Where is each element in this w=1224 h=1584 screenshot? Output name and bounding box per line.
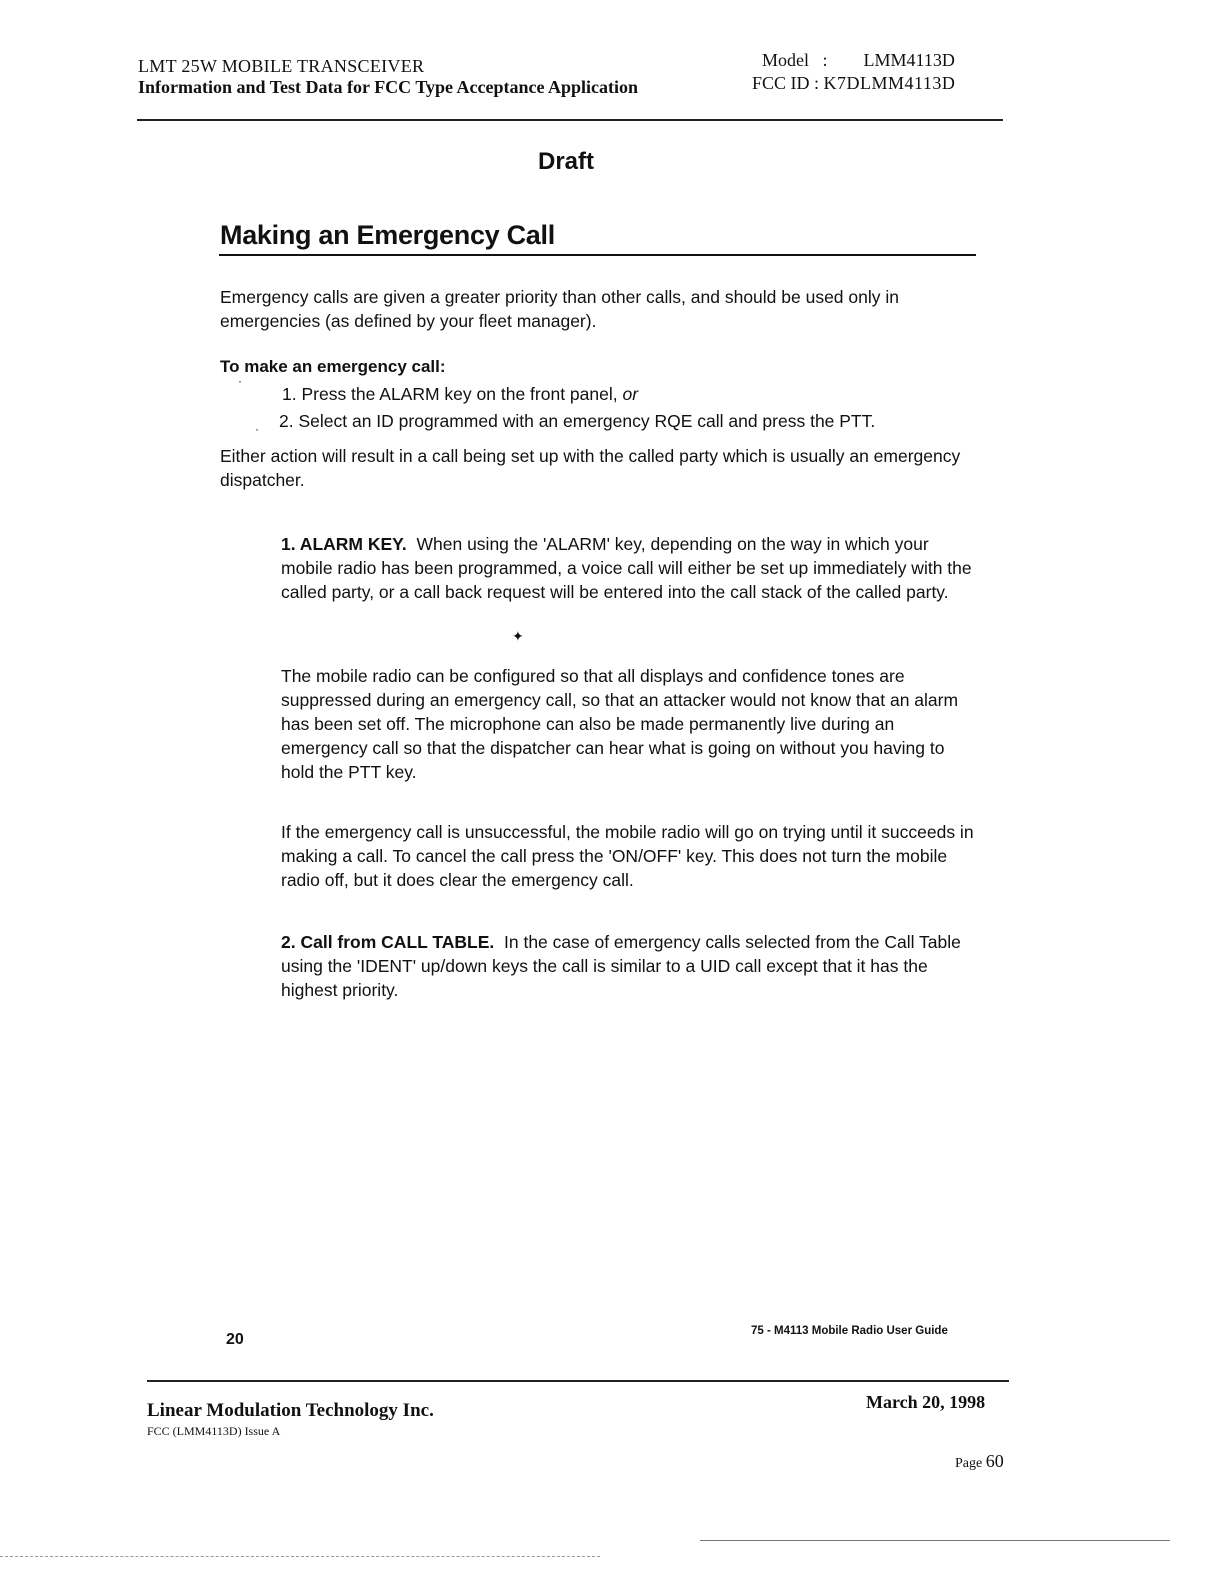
page-indicator (955, 1451, 1004, 1472)
section-title-rule (219, 254, 976, 256)
model-line (762, 50, 955, 71)
alarm-key-paragraph (281, 532, 981, 604)
guide-name: 75 - M4113 Mobile Radio User Guide (751, 1325, 948, 1337)
step-1-text: 1. Press the ALARM key on the front panel, (282, 384, 618, 404)
configuration-paragraph: The mobile radio can be configured so that all displays and confidence tones are suppressed during an emergency call, so that an attacker would not know that an alarm has been set off. The microphone can also be made permanently live during an emergency call so that the dispatcher can hear what is going on without you having to hold the PTT key. (281, 666, 959, 782)
alarm-key-label: 1. ALARM KEY. (281, 534, 407, 554)
call-table-text: In the case of emergency calls selected from the Call Table using the 'IDENT' up/down keys the call is similar to a UID call except that it has the highest priority. (281, 932, 961, 1000)
section-title: Making an Emergency Call (220, 220, 555, 250)
call-table-paragraph (281, 930, 981, 1002)
either-paragraph: Either action will result in a call being set up with the called party which is usually an emergency dispatcher. (220, 446, 961, 490)
page-label: Page (955, 1456, 983, 1471)
fcc-id-separator: : (814, 73, 820, 93)
draft-label: Draft (538, 148, 595, 175)
issue-label: FCC (LMM4113D) Issue A (147, 1424, 281, 1438)
document-header-subtitle: Information and Test Data for FCC Type Acceptance Application (138, 77, 639, 97)
intro-paragraph: Emergency calls are given a greater priority than other calls, and should be used only in emergencies (as defined by your fleet manager). (220, 287, 899, 331)
scan-comma-mark: · (255, 422, 259, 436)
step-1 (282, 382, 638, 406)
step-1-or: or (622, 384, 639, 404)
scan-noise-line (0, 1556, 600, 1557)
company-name: Linear Modulation Technology Inc. (147, 1400, 434, 1421)
page-number: 60 (985, 1451, 1004, 1471)
document-header-title: LMT 25W MOBILE TRANSCEIVER (138, 56, 425, 76)
fcc-id-label: FCC ID (752, 73, 810, 93)
scan-edge-line (700, 1540, 1170, 1541)
scan-dot-mark: · (238, 374, 242, 388)
model-separator: : (822, 50, 828, 70)
fcc-id-line (752, 73, 955, 94)
document-date: March 20, 1998 (866, 1392, 986, 1412)
alarm-key-text: When using the 'ALARM' key, depending on the way in which your mobile radio has been programmed, a voice call will either be set up immediately with the called party, or a call back request will be entered into the call stack of the called party. (281, 534, 972, 602)
unsuccessful-call-paragraph: If the emergency call is unsuccessful, the mobile radio will go on trying until it succeeds in making a call. To cancel the call press the 'ON/OFF' key. This does not turn the mobile radio off, but it does clear the emergency call. (281, 822, 974, 890)
guide-page-number: 20 (226, 1331, 244, 1348)
how-to-heading: To make an emergency call: (220, 357, 446, 376)
call-table-label: 2. Call from CALL TABLE. (281, 932, 495, 952)
header-rule (137, 119, 1003, 121)
model-value: LMM4113D (863, 50, 955, 70)
footer-rule (147, 1380, 1009, 1382)
step-2: 2. Select an ID programmed with an emergency RQE call and press the PTT. (279, 411, 876, 431)
scan-arrow-mark: ✦ (512, 628, 524, 644)
fcc-id-value: K7DLMM4113D (823, 73, 956, 93)
model-label: Model (762, 50, 809, 70)
